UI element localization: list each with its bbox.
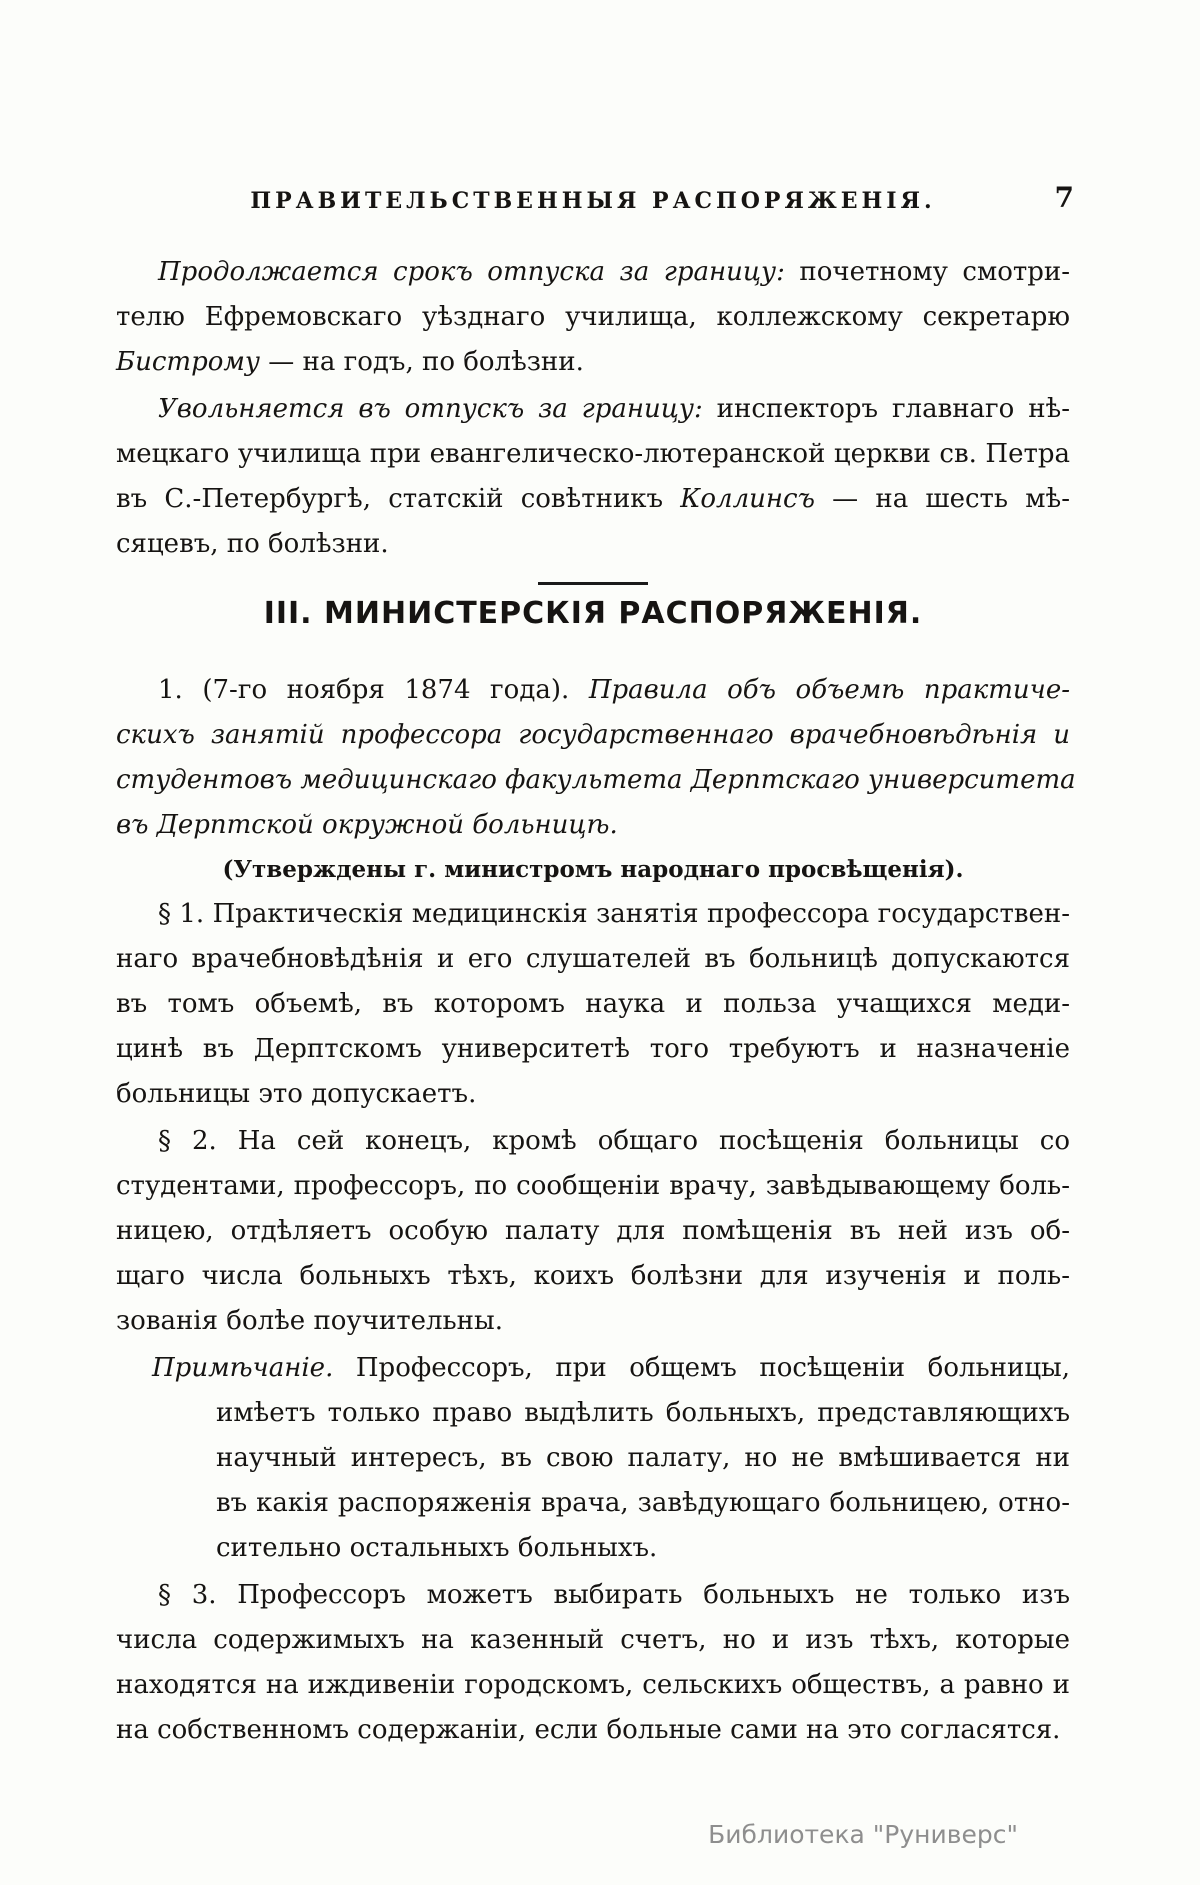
text-segment: въ С.-Петербургѣ, статскій совѣтникъ (116, 484, 681, 514)
text-segment: сительно остальныхъ больныхъ. (216, 1533, 658, 1563)
text-segment: § 3. Профессоръ можетъ выбирать больныхъ не только изъ (158, 1580, 1070, 1610)
italic-text-segment: студентовъ медицинскаго факультета Дерптскаго университета (116, 765, 1076, 795)
text-line (216, 1526, 1070, 1571)
text-segment: на собственномъ содержаніи, если больные сами на это согласятся. (116, 1715, 1061, 1745)
text-segment: научный интересъ, въ свою палату, но не вмѣшивается ни (216, 1443, 1070, 1473)
text-segment: — на годъ, по болѣзни. (260, 347, 584, 377)
text-line (116, 250, 1070, 295)
text-segment: имѣетъ только право выдѣлить больныхъ, представляющихъ (216, 1398, 1070, 1428)
page-number: 7 (1054, 181, 1074, 214)
page-content-area (116, 181, 1076, 1753)
text-line (116, 1209, 1070, 1254)
text-segment: ницею, отдѣляетъ особую палату для помѣщенія въ ней изъ об- (116, 1216, 1070, 1246)
text-line (116, 1119, 1070, 1164)
section-1-paragraph (116, 892, 1070, 1117)
text-segment: щаго числа больныхъ тѣхъ, коихъ болѣзни для изученія и поль- (116, 1261, 1070, 1291)
text-segment: § 1. Практическія медицинскія занятія профессора государствен- (158, 899, 1070, 929)
text-segment: зованія болѣе поучительны. (116, 1306, 503, 1336)
text-line (116, 892, 1070, 937)
library-watermark: Библиотека "Руниверс" (708, 1820, 1018, 1849)
text-line (216, 1391, 1070, 1436)
text-segment: больницы это допускаетъ. (116, 1079, 477, 1109)
text-line (116, 1027, 1070, 1072)
text-segment: въ какія распоряженія врача, завѣдующаго больницею, отно- (216, 1488, 1070, 1518)
italic-text-segment: Увольняется въ отпускъ за границу: (158, 394, 703, 424)
text-line (216, 1436, 1070, 1481)
text-line (116, 295, 1070, 340)
text-segment: наго врачебновѣдѣнія и его слушателей въ больницѣ допускаются (116, 944, 1070, 974)
section-2-paragraph (116, 1119, 1070, 1344)
text-segment: числа содержимыхъ на казенный счетъ, но и изъ тѣхъ, которые (116, 1625, 1070, 1655)
text-line (152, 1346, 1070, 1391)
text-line (116, 1299, 1070, 1344)
italic-text-segment: Бистрому (116, 347, 261, 377)
text-segment: Профессоръ, при общемъ посѣщеніи больницы, (333, 1353, 1070, 1383)
note-paragraph (116, 1346, 1070, 1571)
text-line (116, 1708, 1070, 1753)
text-segment: инспекторъ главнаго нѣ- (702, 394, 1070, 424)
running-header (116, 181, 1074, 216)
text-line (116, 1164, 1070, 1209)
section-3-paragraph (116, 1573, 1070, 1753)
text-segment: мецкаго училища при евангелическо-лютеранской церкви св. Петра (116, 439, 1070, 469)
italic-text-segment: скихъ занятій профессора государственнаго врачебновѣдѣнія и (116, 720, 1070, 750)
italic-text-segment: Продолжается срокъ отпуска за границу: (158, 257, 785, 287)
text-segment: телю Ефремовскаго уѣзднаго училища, коллежскому секретарю (116, 302, 1070, 332)
text-line (116, 803, 1070, 848)
text-segment: цинѣ въ Дерптскомъ университетѣ того требуютъ и назначеніе (116, 1034, 1070, 1064)
text-line (116, 1618, 1070, 1663)
text-line (116, 1254, 1070, 1299)
text-segment: — на шесть мѣ- (814, 484, 1070, 514)
text-line (116, 1573, 1070, 1618)
text-segment: § 2. На сей конецъ, кромѣ общаго посѣщенія больницы со (158, 1126, 1070, 1156)
text-line (116, 387, 1070, 432)
rules-title-paragraph (116, 668, 1076, 848)
text-segment: 1. (7-го ноября 1874 года). (158, 675, 589, 705)
text-line (116, 713, 1070, 758)
text-line (116, 668, 1070, 713)
text-line (116, 982, 1070, 1027)
section-divider-rule (538, 582, 648, 585)
text-segment: находятся на иждивеніи городскомъ, сельскихъ обществъ, а равно и (116, 1670, 1070, 1700)
text-line (116, 432, 1070, 477)
italic-text-segment: Правила объ объемѣ практиче- (588, 675, 1070, 705)
running-header-title: ПРАВИТЕЛЬСТВЕННЫЯ РАСПОРЯЖЕНІЯ. (250, 188, 936, 214)
blocks-container (116, 250, 1076, 1753)
text-line (116, 758, 1076, 803)
text-segment: студентами, профессоръ, по сообщеніи врачу, завѣдывающему боль- (116, 1171, 1070, 1201)
text-line (216, 1481, 1070, 1526)
section-heading: III. МИНИСТЕРСКІЯ РАСПОРЯЖЕНІЯ. (263, 596, 923, 631)
leave-dismissal-paragraph (116, 387, 1070, 567)
text-segment: почетному смотри- (784, 257, 1070, 287)
approval-note: (Утверждены г. министромъ народнаго просвѣщенія). (222, 856, 964, 883)
text-line (116, 340, 1070, 385)
italic-text-segment: въ Дерптской окружной больницѣ. (116, 810, 618, 840)
italic-text-segment: Коллинсъ (680, 484, 815, 514)
leave-extension-paragraph (116, 250, 1070, 385)
text-line (116, 937, 1070, 982)
text-line (116, 1663, 1070, 1708)
italic-text-segment: Примѣчаніе. (152, 1353, 334, 1383)
text-line (116, 1072, 1070, 1117)
text-line (116, 477, 1070, 522)
text-segment: сяцевъ, по болѣзни. (116, 529, 389, 559)
text-segment: въ томъ объемѣ, въ которомъ наука и польза учащихся меди- (116, 989, 1070, 1019)
text-line (116, 522, 1070, 567)
